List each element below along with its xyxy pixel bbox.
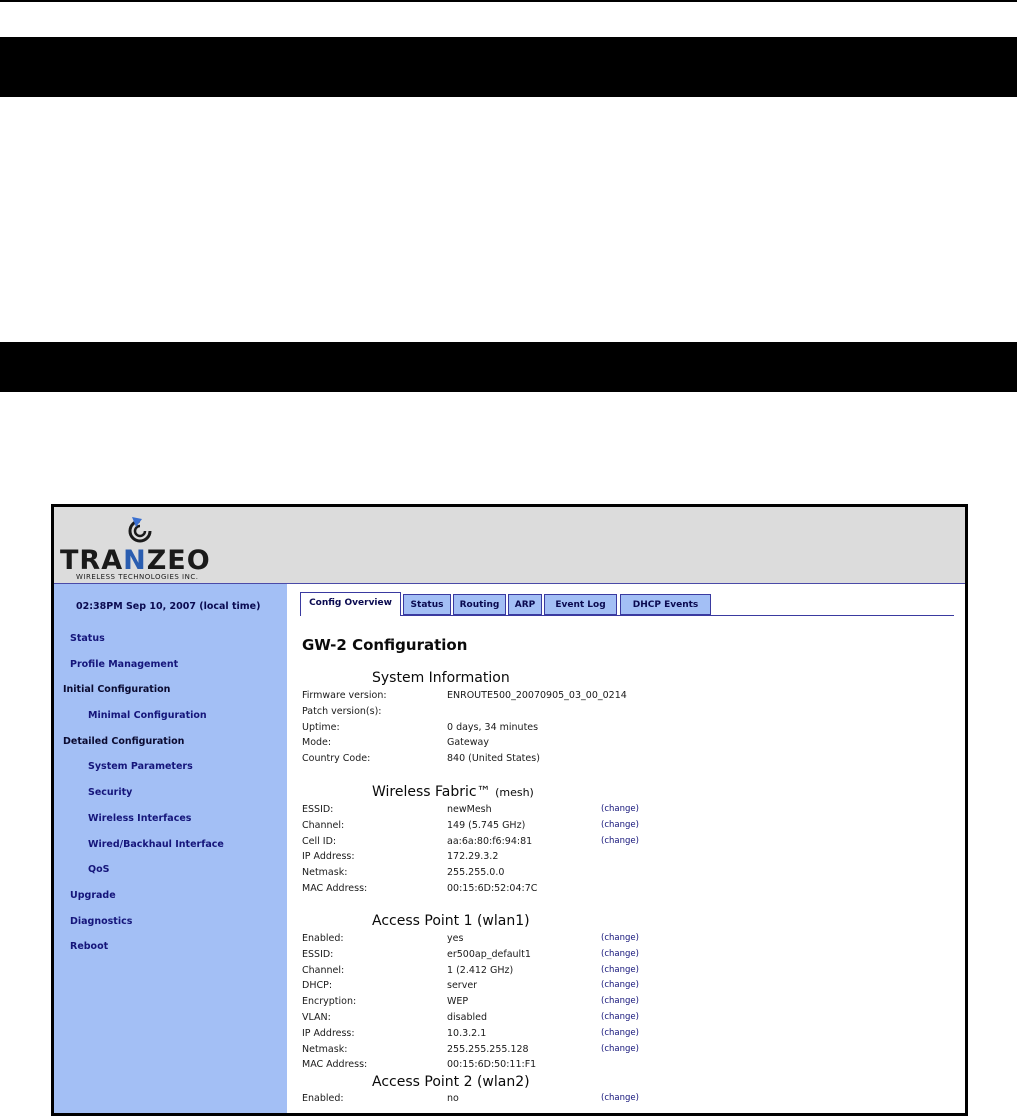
app-header [54,507,965,584]
tab-event-log[interactable]: Event Log [544,594,617,615]
config-row [302,737,702,753]
config-label: Cell ID: [302,835,337,847]
tab-bar [300,592,954,616]
config-label: IP Address: [302,1027,355,1039]
config-value: 10.3.2.1 [447,1027,487,1039]
config-value: 149 (5.745 GHz) [447,819,526,831]
config-label: Country Code: [302,753,371,765]
config-row [302,690,702,706]
config-row [302,933,702,949]
change-link[interactable]: (change) [601,1043,639,1054]
tranzeo-logo[interactable] [60,515,250,581]
config-label: MAC Address: [302,1059,368,1071]
config-row [302,722,702,738]
screenshot-frame [51,504,968,1116]
config-row [302,980,702,996]
config-label: Encryption: [302,996,357,1008]
config-row [302,883,702,899]
section-title-ap1: Access Point 1 (wlan1) [372,913,530,929]
config-label: Netmask: [302,867,348,879]
tab-config-overview[interactable]: Config Overview [300,592,401,616]
change-link[interactable]: (change) [601,835,639,846]
config-row [302,965,702,981]
tab-status[interactable]: Status [403,594,451,615]
config-value: er500ap_default1 [447,948,531,960]
sidebar-item-system-parameters[interactable]: System Parameters [88,761,193,773]
config-label: Enabled: [302,933,344,944]
config-label: Enabled: [302,1093,344,1104]
config-label: ESSID: [302,948,334,960]
config-row [302,1044,702,1060]
logo-swirl-icon [120,515,160,547]
sidebar-item-security[interactable]: Security [88,787,133,799]
sidebar-heading-initial-configuration: Initial Configuration [63,684,171,696]
change-link[interactable]: (change) [601,948,639,959]
sidebar-item-wireless-interfaces[interactable]: Wireless Interfaces [88,812,192,824]
config-label: Uptime: [302,721,340,733]
config-value: 00:15:6D:52:04:7C [447,883,538,894]
change-link[interactable]: (change) [601,1093,639,1103]
sidebar-item-wired-backhaul-interface[interactable]: Wired/Backhaul Interface [88,838,224,850]
sidebar-item-minimal-configuration[interactable]: Minimal Configuration [88,710,207,722]
config-value: 1 (2.412 GHz) [447,964,514,976]
config-label: Firmware version: [302,690,387,701]
config-value: 255.255.0.0 [447,867,505,879]
logo-subtitle: WIRELESS TECHNOLOGIES INC. [76,573,199,581]
config-row [302,753,702,769]
sidebar-item-status[interactable]: Status [70,633,105,644]
config-label: Netmask: [302,1043,348,1055]
config-value: 255.255.255.128 [447,1043,529,1055]
main-content [288,584,965,1116]
config-row [302,836,702,852]
config-value: no [447,1093,459,1104]
sidebar-nav [54,626,287,960]
config-label: MAC Address: [302,883,368,894]
sidebar [54,584,287,1116]
change-link[interactable]: (change) [601,804,639,814]
sidebar-item-diagnostics[interactable]: Diagnostics [70,915,133,927]
section-title-wireless-fabric: Wireless Fabric™ (mesh) [372,784,534,800]
change-link[interactable]: (change) [601,819,639,830]
sidebar-item-upgrade[interactable]: Upgrade [70,889,116,901]
page-title: GW-2 Configuration [302,636,468,654]
config-row [302,996,702,1012]
logo-wordmark: TRANZEO [60,545,211,576]
config-value: newMesh [447,804,492,815]
sidebar-item-qos[interactable]: QoS [88,864,110,876]
section-black-bar [0,342,1017,392]
config-label: Mode: [302,737,332,749]
change-link[interactable]: (change) [601,933,639,943]
config-row [302,820,702,836]
config-label: VLAN: [302,1012,331,1023]
section-title-system-info: System Information [372,670,510,686]
config-label: Patch version(s): [302,705,382,717]
change-link[interactable]: (change) [601,1012,639,1022]
config-label: Channel: [302,964,345,976]
config-row [302,867,702,883]
config-value: disabled [447,1012,487,1023]
sidebar-item-profile-management[interactable]: Profile Management [70,658,179,670]
header-black-bar [0,37,1017,97]
change-link[interactable]: (change) [601,964,639,975]
config-value: 172.29.3.2 [447,851,499,863]
config-row [302,949,702,965]
tab-arp[interactable]: ARP [508,594,542,615]
change-link[interactable]: (change) [601,1027,639,1038]
sidebar-item-reboot[interactable]: Reboot [70,941,109,953]
config-value: yes [447,933,464,944]
config-value: server [447,980,478,992]
config-value: 0 days, 34 minutes [447,721,539,733]
change-link[interactable]: (change) [601,996,639,1007]
config-label: DHCP: [302,980,333,992]
config-value: ENROUTE500_20070905_03_00_0214 [447,690,627,701]
config-value: aa:6a:80:f6:94:81 [447,835,533,847]
config-label: Channel: [302,819,345,831]
config-value: Gateway [447,737,489,749]
config-label: ESSID: [302,804,334,815]
tab-dhcp-events[interactable]: DHCP Events [620,594,711,615]
config-row [302,1028,702,1044]
local-datetime: 02:38PM Sep 10, 2007 (local time) [76,601,261,612]
config-label: IP Address: [302,851,355,863]
config-row [302,851,702,867]
config-value: WEP [447,996,469,1008]
config-value: 840 (United States) [447,753,540,765]
config-row [302,706,702,722]
config-row [302,1012,702,1028]
config-row [302,1059,702,1075]
config-row [302,804,702,820]
config-row [302,1093,702,1109]
config-value: 00:15:6D:50:11:F1 [447,1059,537,1071]
section-title-ap2: Access Point 2 (wlan2) [372,1074,530,1090]
top-rule [0,0,1017,2]
change-link[interactable]: (change) [601,980,639,991]
sidebar-heading-detailed-configuration: Detailed Configuration [63,735,185,747]
tab-routing[interactable]: Routing [453,594,506,615]
